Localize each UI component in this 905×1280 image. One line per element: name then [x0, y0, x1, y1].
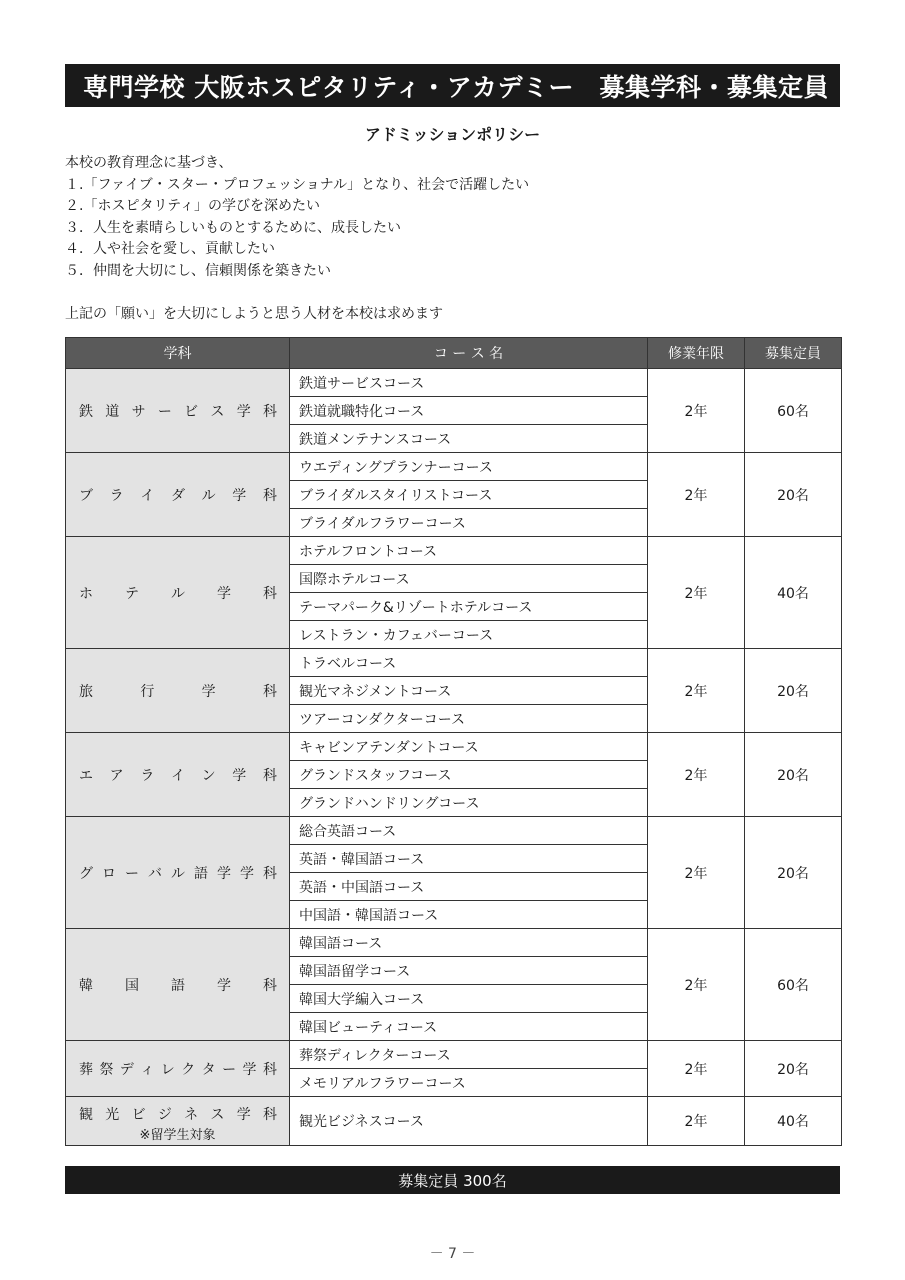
department-name-char: ー [125, 865, 139, 882]
years-cell: 2年 [648, 733, 745, 817]
course-name: テーマパーク&リゾートホテルコース [290, 593, 648, 621]
department-name-char: 国 [125, 977, 139, 994]
department-name-char: ル [171, 865, 185, 882]
department-name-char: グ [79, 865, 93, 882]
department-name-char: ネ [184, 1107, 199, 1123]
course-name: 韓国語留学コース [290, 957, 648, 985]
department-name-char: 学 [236, 1107, 251, 1123]
course-name: 鉄道就職特化コース [290, 397, 648, 425]
department-name-char: 観 [79, 1107, 93, 1123]
courses-table [65, 337, 842, 1146]
department-note: ※留学生対象 [139, 1128, 216, 1143]
department-name-char: ー [222, 1061, 237, 1078]
policy-item: ３．人生を素晴らしいものとするために、成長したい [65, 219, 401, 236]
department-name [66, 765, 289, 785]
department-name-char: バ [148, 865, 162, 882]
department-name-char: 科 [262, 403, 277, 420]
department-cell [66, 1097, 290, 1146]
header-capacity: 募集定員 [745, 338, 842, 369]
capacity-cell: 20名 [745, 817, 842, 929]
course-name: 韓国大学編入コース [290, 985, 648, 1013]
department-name-char: 光 [105, 1107, 120, 1123]
capacity-cell: 20名 [745, 1041, 842, 1097]
department-name [66, 681, 289, 701]
department-cell [66, 817, 290, 929]
department-name-char: エ [79, 767, 93, 784]
table-row [66, 1041, 842, 1069]
capacity-cell: 20名 [745, 649, 842, 733]
course-name: キャビンアテンダントコース [290, 733, 648, 761]
department-name-char: ス [210, 1107, 225, 1123]
table-row [66, 649, 842, 677]
course-name: 韓国ビューティコース [290, 1013, 648, 1041]
years-cell: 2年 [648, 537, 745, 649]
department-name-char: ブ [79, 487, 93, 504]
years-cell: 2年 [648, 369, 745, 453]
department-name-char: ー [157, 403, 172, 420]
years-cell: 2年 [648, 1097, 745, 1146]
page-number: － 7 － [429, 1246, 476, 1262]
capacity-cell: 20名 [745, 733, 842, 817]
course-name: 観光マネジメントコース [290, 677, 648, 705]
course-name: 鉄道メンテナンスコース [290, 425, 648, 453]
department-name-char: 道 [105, 403, 120, 420]
header-years: 修業年限 [648, 338, 745, 369]
course-name: ツアーコンダクターコース [290, 705, 648, 733]
capacity-cell: 60名 [745, 369, 842, 453]
department-cell [66, 733, 290, 817]
policy-item: １.「ファイブ・スター・プロフェッショナル」となり、社会で活躍したい [65, 176, 530, 193]
years-cell: 2年 [648, 1041, 745, 1097]
header-department: 学科 [66, 338, 290, 369]
department-name [66, 583, 289, 603]
department-name [66, 975, 289, 995]
department-name-char: ン [201, 767, 216, 784]
department-name-char: 学 [217, 977, 231, 994]
department-name [66, 1104, 289, 1124]
department-name-char: 学 [232, 767, 247, 784]
department-name-char: ル [201, 487, 216, 504]
table-row [66, 1097, 842, 1146]
department-name-char: 科 [263, 585, 277, 602]
department-name-char: イ [170, 767, 185, 784]
course-name: グランドスタッフコース [290, 761, 648, 789]
years-cell: 2年 [648, 817, 745, 929]
department-cell [66, 1041, 290, 1097]
department-name-char: 鉄 [79, 403, 93, 420]
table-row [66, 453, 842, 481]
department-name-char: 科 [263, 865, 277, 882]
department-name-char: ク [181, 1061, 196, 1078]
admission-policy-heading: アドミッションポリシー [364, 125, 541, 144]
department-name-char: 学 [232, 487, 247, 504]
table-row [66, 929, 842, 957]
course-name: 英語・韓国語コース [290, 845, 648, 873]
capacity-cell: 40名 [745, 537, 842, 649]
department-cell [66, 369, 290, 453]
department-name-char: 語 [194, 865, 208, 882]
course-name: レストラン・カフェバーコース [290, 621, 648, 649]
department-name-char: ス [210, 403, 225, 420]
table-row [66, 369, 842, 397]
table-row [66, 817, 842, 845]
department-name-char: 科 [262, 767, 277, 784]
department-name-char: 科 [262, 1107, 277, 1123]
table-header-row [66, 338, 842, 369]
course-name: メモリアルフラワーコース [290, 1069, 648, 1097]
course-name: 韓国語コース [290, 929, 648, 957]
department-cell [66, 649, 290, 733]
course-name: 総合英語コース [290, 817, 648, 845]
admission-policy-list [65, 153, 529, 282]
department-name [66, 401, 289, 421]
department-name-char: 行 [140, 683, 155, 700]
policy-closing: 上記の「願い」を大切にしようと思う人材を本校は求めます [65, 306, 443, 322]
course-name: ウエディングプランナーコース [290, 453, 648, 481]
department-name-char: ア [109, 767, 124, 784]
department-name-char: レ [160, 1061, 175, 1078]
department-cell [66, 537, 290, 649]
course-name: グランドハンドリングコース [290, 789, 648, 817]
department-name-char: ィ [140, 1061, 155, 1078]
policy-item: ５．仲間を大切にし、信頼関係を築きたい [65, 262, 331, 279]
course-name: トラベルコース [290, 649, 648, 677]
department-name-char: 学 [201, 683, 216, 700]
department-name-char: イ [140, 487, 155, 504]
course-name: 英語・中国語コース [290, 873, 648, 901]
department-name-char: 科 [262, 487, 277, 504]
table-row [66, 537, 842, 565]
page-title: 専門学校 大阪ホスピタリティ・アカデミー 募集学科・募集定員 [65, 64, 840, 107]
department-name-char: ロ [102, 865, 116, 882]
department-name [66, 863, 289, 883]
capacity-cell: 20名 [745, 453, 842, 537]
policy-intro: 本校の教育理念に基づき、 [65, 155, 233, 171]
years-cell: 2年 [648, 929, 745, 1041]
department-name-char: タ [201, 1061, 216, 1078]
department-name-char: 科 [263, 977, 277, 994]
header-course: コ ー ス 名 [290, 338, 648, 369]
department-name-char: サ [131, 403, 146, 420]
department-name-char: 韓 [79, 977, 93, 994]
course-name: 中国語・韓国語コース [290, 901, 648, 929]
department-name-char: ビ [184, 403, 199, 420]
department-name-char: 学 [217, 585, 231, 602]
course-name: 鉄道サービスコース [290, 369, 648, 397]
course-name: ブライダルフラワーコース [290, 509, 648, 537]
department-name [66, 1059, 289, 1079]
department-name [66, 485, 289, 505]
department-name-char: 語 [171, 977, 185, 994]
years-cell: 2年 [648, 453, 745, 537]
department-name-char: ラ [109, 487, 124, 504]
department-name-char: ホ [79, 585, 93, 602]
department-name-char: 学 [217, 865, 231, 882]
department-name-char: ル [171, 585, 185, 602]
capacity-cell: 40名 [745, 1097, 842, 1146]
department-name-char: 祭 [99, 1061, 114, 1078]
years-cell: 2年 [648, 649, 745, 733]
department-cell [66, 453, 290, 537]
department-name-char: デ [119, 1061, 134, 1078]
department-name-char: 葬 [79, 1061, 93, 1078]
department-name-char: 科 [262, 1061, 277, 1078]
course-name: ホテルフロントコース [290, 537, 648, 565]
department-name-char: ビ [131, 1107, 146, 1123]
policy-item: ２.「ホスピタリティ」の学びを深めたい [65, 198, 321, 214]
department-name-char: ダ [170, 487, 185, 504]
table-body [66, 369, 842, 1146]
department-cell [66, 929, 290, 1041]
course-name: 観光ビジネスコース [290, 1097, 648, 1146]
policy-item: ４．人や社会を愛し、貢献したい [65, 241, 275, 257]
department-name-char: 学 [242, 1061, 257, 1078]
course-name: ブライダルスタイリストコース [290, 481, 648, 509]
total-capacity: 募集定員 300名 [65, 1166, 840, 1194]
course-name: 葬祭ディレクターコース [290, 1041, 648, 1069]
course-name: 国際ホテルコース [290, 565, 648, 593]
department-name-char: ラ [140, 767, 155, 784]
department-name-char: 科 [262, 683, 277, 700]
department-name-char: テ [125, 585, 139, 602]
department-name-char: 学 [236, 403, 251, 420]
table-row [66, 733, 842, 761]
capacity-cell: 60名 [745, 929, 842, 1041]
department-name-char: 旅 [79, 683, 93, 700]
department-name-char: 学 [240, 865, 254, 882]
department-name-char: ジ [157, 1107, 172, 1123]
